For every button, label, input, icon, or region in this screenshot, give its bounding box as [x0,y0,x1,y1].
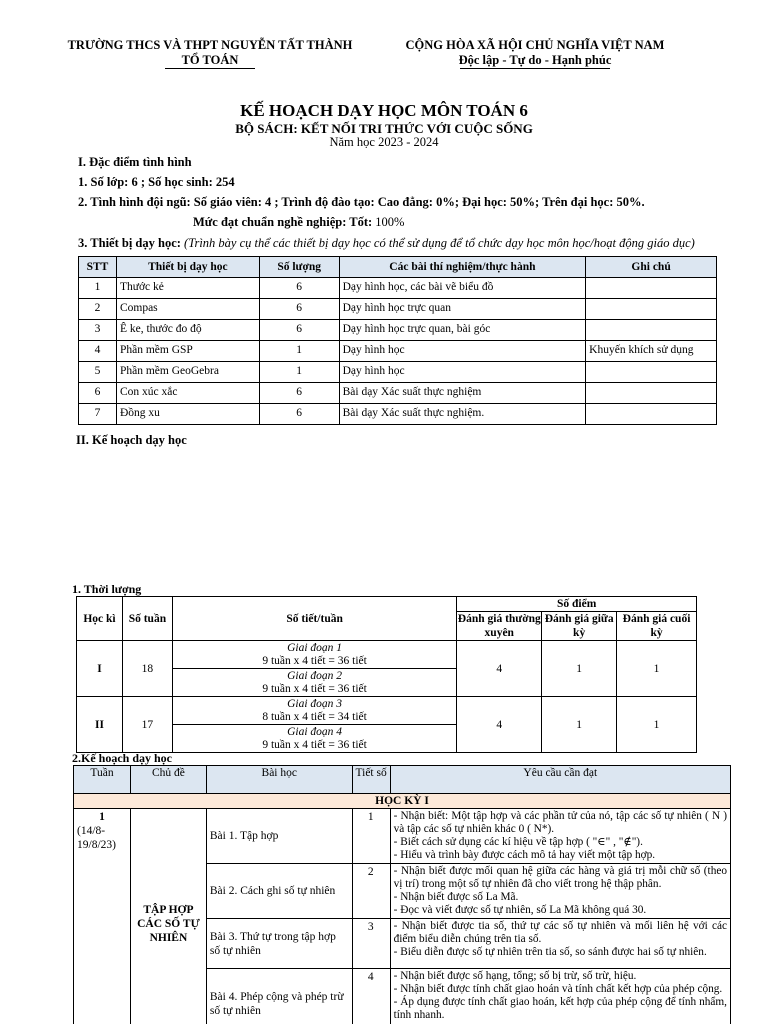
semester-cell: II [77,697,123,753]
standard-value: 100% [375,215,405,229]
table-row [79,278,717,299]
period-cell [172,669,456,697]
national-header [400,38,670,69]
cell-stt: 1 [79,278,117,299]
requirement-item: - Nhận biết được số La Mã. [393,891,519,903]
cell-quantity: 6 [259,320,339,341]
document-title: KẾ HOẠCH DẠY HỌC MÔN TOÁN 6 [240,101,528,120]
table-row [79,362,717,383]
table-row [79,320,717,341]
requirement-item: - Áp dụng được tính chất giao hoán, kết hợp của phép cộng để tính nhẩm, tính nhanh. [393,996,727,1021]
phase-name: Giai đoạn 3 [287,697,343,710]
periods-header: Số tiết/tuần [172,597,456,641]
lesson-name: Bài 1. Tập hợp [206,809,352,864]
motto-underline [460,68,610,69]
cell-device: Phần mềm GeoGebra [116,362,259,383]
group-name: TỔ TOÁN [181,53,239,67]
requirement-item: - Biết cách sử dụng các kí hiệu về tập hợp ( "∈" , "∉"). [393,836,643,848]
period-cell [172,725,456,753]
staff-info: 2. Tình hình đội ngũ: Số giáo viên: 4 ; Trình độ đào tạo: Cao đẳng: 0%; Đại học: 50%; Trên đại học: 50%. [78,195,645,209]
requirement-item: - Nhận biết được mối quan hệ giữa các hàng và giá trị mỗi chữ số (theo vị trí) trong một số tự nhiên đã cho viết trong hệ thập phân. [393,865,727,890]
phase-value: 9 tuần x 4 tiết = 36 tiết [262,738,367,751]
requirement-item: - Hiểu và trình bày được cách mô tả hay viết một tập hợp. [393,849,656,861]
cell-note [586,299,717,320]
final-assessment-header: Đánh giá cuối kỳ [617,612,697,641]
school-year: Năm học 2023 - 2024 [329,135,439,149]
phase-name: Giai đoạn 2 [287,669,343,682]
header-cell: STT [79,257,117,278]
duration-table [76,596,697,753]
cell-note: Khuyến khích sử dụng [586,341,717,362]
equipment-info [78,236,695,251]
semester-label: HỌC KỲ I [74,794,731,809]
week-cell [74,809,131,1024]
equipment-label: 3. Thiết bị dạy học: [78,236,181,250]
header-cell: Tiết số [352,766,390,794]
requirement-item: - Nhận biết: Một tập hợp và các phần tử của nó, tập các số tự nhiên ( N ) và tập các số tự nhiên khác 0 ( N*). [393,810,727,835]
midterm-assessment-header: Đánh giá giữa kỳ [542,612,617,641]
period-number: 1 [352,809,390,864]
requirements-cell [390,969,730,1024]
period-cell [172,697,456,725]
requirement-item: - Đọc và viết được số tự nhiên, số La Mã không quá 30. [393,904,647,916]
regular-cell: 4 [457,641,542,697]
requirement-item: - Biểu diễn được số tự nhiên trên tia số, so sánh được hai số tự nhiên. [393,946,707,958]
cell-lesson: Dạy hình học [339,341,586,362]
weeks-cell: 18 [122,641,172,697]
cell-quantity: 6 [259,404,339,425]
cell-stt: 3 [79,320,117,341]
cell-lesson: Bài dạy Xác suất thực nghiệm. [339,404,586,425]
cell-lesson: Dạy hình học [339,362,586,383]
cell-lesson: Dạy hình học trực quan, bài góc [339,320,586,341]
cell-device: Phần mềm GSP [116,341,259,362]
requirements-cell [390,919,730,969]
midterm-cell: 1 [542,641,617,697]
weeks-cell: 17 [122,697,172,753]
national-motto: Độc lập - Tự do - Hạnh phúc [458,53,612,67]
equipment-note: (Trình bày cụ thể các thiết bị dạy học có thể sử dụng để tổ chức dạy học môn học/hoạt động giáo dục) [184,236,695,250]
cell-device: Thước kẻ [116,278,259,299]
phase-value: 9 tuần x 4 tiết = 36 tiết [262,654,367,667]
period-number: 3 [352,919,390,969]
table-row [79,341,717,362]
plan-header-row [74,766,731,794]
cell-lesson: Bài dạy Xác suất thực nghiệm [339,383,586,404]
week-number: 1 [99,811,105,823]
period-cell [172,641,456,669]
cell-note [586,320,717,341]
topic-cell: TẬP HỢP CÁC SỐ TỰ NHIÊN [130,809,206,1024]
header-cell: Chủ đề [130,766,206,794]
equipment-header-row [79,257,717,278]
midterm-cell: 1 [542,697,617,753]
weeks-header: Số tuần [122,597,172,641]
scores-header: Số điểm [457,597,697,612]
period-number: 2 [352,864,390,919]
cell-note [586,383,717,404]
header-cell: Tuần [74,766,131,794]
semester-cell: I [77,641,123,697]
table-row [79,299,717,320]
class-info: 1. Số lớp: 6 ; Số học sinh: 254 [78,175,235,189]
school-header [50,38,370,69]
semester-row [77,697,697,725]
standard-label: Mức đạt chuẩn nghề nghiệp: Tốt: [193,215,373,229]
cell-note [586,404,717,425]
duration-heading: 1. Thời lượng [72,582,142,596]
final-cell: 1 [617,641,697,697]
phase-name: Giai đoạn 1 [287,641,343,654]
week-dates: (14/8-19/8/23) [77,825,116,851]
cell-device: Compas [116,299,259,320]
requirement-item: - Nhận biết được tính chất giao hoán và tính chất kết hợp của phép cộng. [393,983,723,995]
plan-table [73,765,731,1024]
header-cell: Thiết bị dạy học [116,257,259,278]
final-cell: 1 [617,697,697,753]
header-cell: Bài học [206,766,352,794]
cell-stt: 6 [79,383,117,404]
header-cell: Ghi chú [586,257,717,278]
requirements-cell [390,809,730,864]
equipment-table [78,256,717,425]
cell-stt: 2 [79,299,117,320]
book-series: BỘ SÁCH: KẾT NỐI TRI THỨC VỚI CUỘC SỐNG [235,121,533,136]
requirements-cell [390,864,730,919]
cell-stt: 7 [79,404,117,425]
header-cell: Số lượng [259,257,339,278]
cell-device: Ê ke, thước đo độ [116,320,259,341]
section-2-heading: II. Kế hoạch dạy học [76,433,187,447]
cell-quantity: 1 [259,341,339,362]
requirement-item: - Nhận biết được số hạng, tổng; số bị trừ, số trừ, hiệu. [393,970,637,982]
cell-quantity: 6 [259,383,339,404]
regular-cell: 4 [457,697,542,753]
cell-quantity: 6 [259,299,339,320]
period-number: 4 [352,969,390,1024]
plan-heading: 2.Kế hoạch dạy học [72,751,173,765]
semester-row [74,794,731,809]
phase-value: 9 tuần x 4 tiết = 36 tiết [262,682,367,695]
regular-assessment-header: Đánh giá thường xuyên [457,613,541,639]
cell-stt: 4 [79,341,117,362]
table-row [79,383,717,404]
section-1-heading: I. Đặc điểm tình hình [78,155,192,169]
cell-quantity: 1 [259,362,339,383]
table-row [79,404,717,425]
cell-device: Con xúc xắc [116,383,259,404]
cell-stt: 5 [79,362,117,383]
semester-header: Học kì [77,597,123,641]
cell-device: Đồng xu [116,404,259,425]
table-row [74,809,731,864]
lesson-name: Bài 2. Cách ghi số tự nhiên [206,864,352,919]
phase-name: Giai đoạn 4 [287,725,343,738]
semester-row [77,641,697,669]
header-underline [165,68,255,69]
phase-value: 8 tuần x 4 tiết = 34 tiết [262,710,367,723]
standard-info [193,215,404,230]
lesson-name: Bài 3. Thứ tự trong tập hợp số tự nhiên [206,919,352,969]
cell-quantity: 6 [259,278,339,299]
cell-note [586,362,717,383]
cell-lesson: Dạy hình học trực quan [339,299,586,320]
lesson-name: Bài 4. Phép cộng và phép trừ số tự nhiên [206,969,352,1024]
country-name: CỘNG HÒA XÃ HỘI CHỦ NGHĨA VIỆT NAM [405,38,665,52]
cell-note [586,278,717,299]
header-cell: Các bài thí nghiệm/thực hành [339,257,586,278]
header-cell: Yêu cầu cần đạt [390,766,730,794]
school-name: TRƯỜNG THCS VÀ THPT NGUYỄN TẤT THÀNH [67,38,353,52]
requirement-item: - Nhận biết được tia số, thứ tự các số tự nhiên và mối liên hệ với các điểm biểu diễn chúng trên tia số. [393,920,727,945]
cell-lesson: Dạy hình học, các bài vẽ biểu đồ [339,278,586,299]
